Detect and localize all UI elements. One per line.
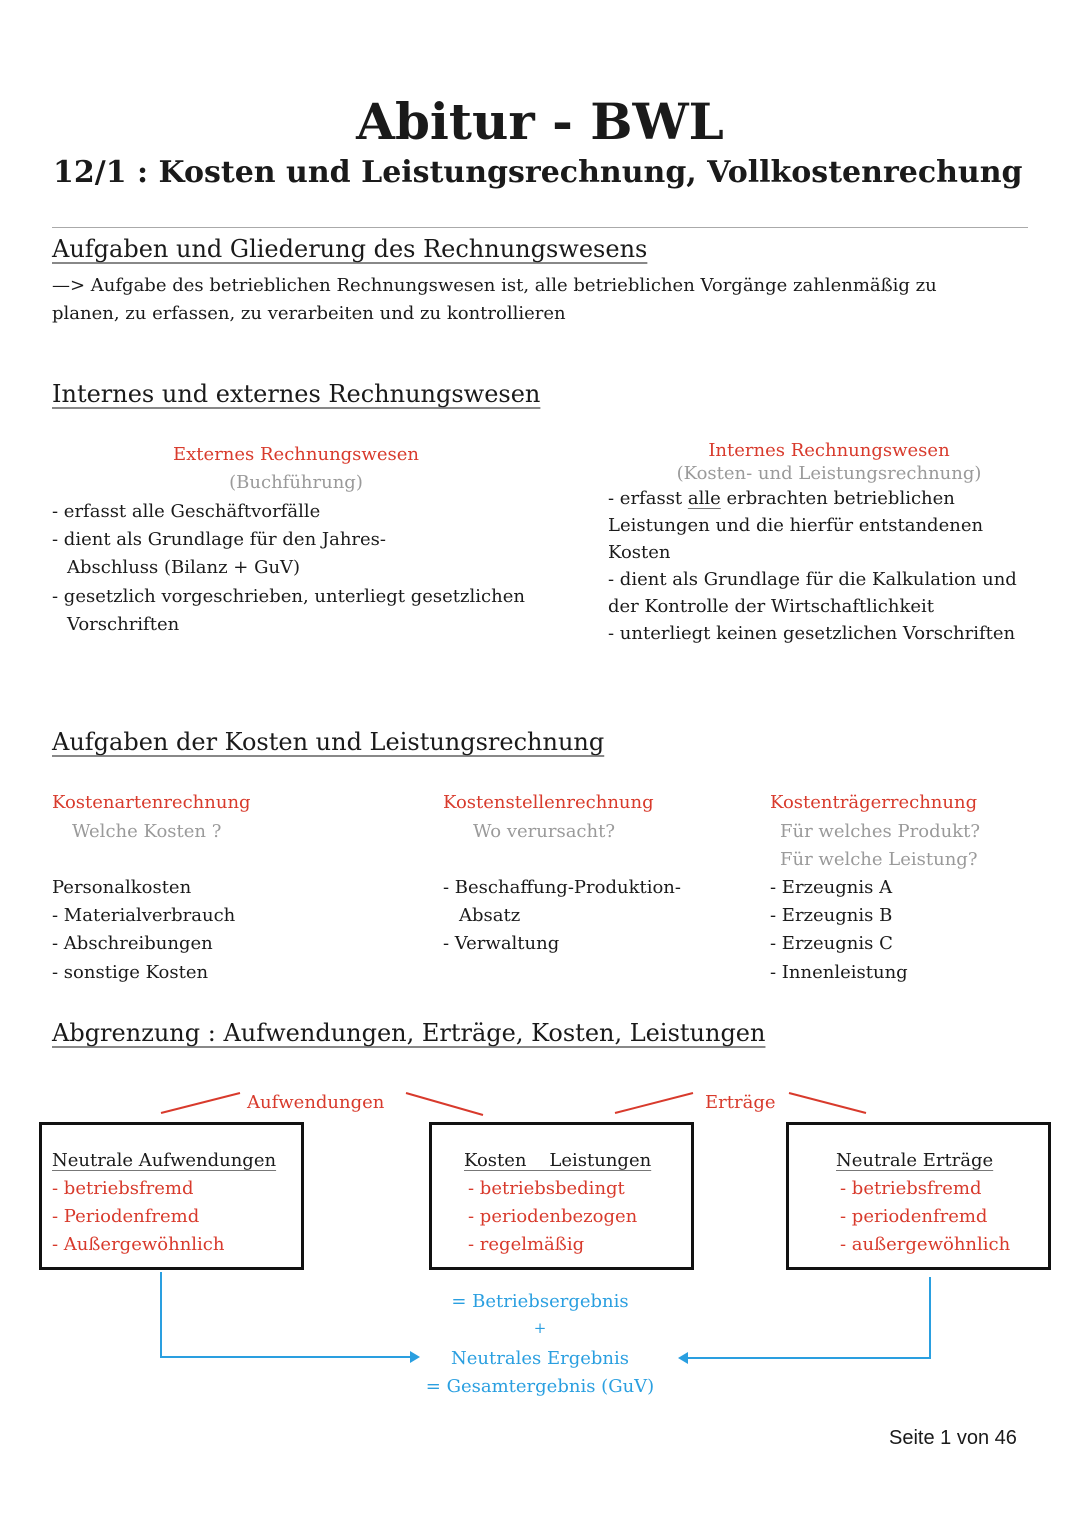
column-question: Welche Kosten ?: [72, 821, 222, 842]
box-item: - regelmäßig: [468, 1234, 585, 1255]
result-line: Neutrales Ergebnis: [451, 1348, 629, 1369]
text-line: - dient als Grundlage für die Kalkulation und: [608, 569, 1017, 590]
text-line: Leistungen und die hierfür entstandenen: [608, 515, 984, 536]
internal-title: Internes Rechnungswesen: [708, 440, 950, 461]
section-heading: Aufgaben und Gliederung des Rechnungswesens: [52, 235, 648, 263]
text-line: - unterliegt keinen gesetzlichen Vorschriften: [608, 623, 1016, 644]
list-item: - Verwaltung: [443, 933, 560, 954]
box-item: - Periodenfremd: [52, 1206, 200, 1227]
internal-subtitle: (Kosten- und Leistungsrechnung): [676, 463, 982, 484]
list-item: - Erzeugnis C: [770, 933, 893, 954]
result-line: = Betriebsergebnis: [451, 1291, 629, 1312]
page-number: Seite 1 von 46: [889, 1427, 1017, 1449]
list-item: - Innenleistung: [770, 962, 908, 983]
arrow-right: [688, 1277, 930, 1358]
text: erbrachten betrieblichen: [720, 488, 955, 509]
text-line: planen, zu erfassen, zu verarbeiten und zu kontrollieren: [52, 303, 566, 324]
text-line: der Kontrolle der Wirtschaftlichkeit: [608, 596, 935, 617]
text-line: Kosten: [608, 542, 671, 563]
list-item: Absatz: [459, 905, 521, 926]
red-line: [406, 1093, 483, 1115]
result-line: +: [533, 1319, 547, 1337]
box-title: Neutrale Erträge: [836, 1150, 994, 1171]
column-title: Kostenträgerrechnung: [770, 792, 978, 813]
column-title: Kostenartenrechnung: [52, 792, 251, 813]
text-line: Vorschriften: [67, 614, 180, 635]
red-line: [161, 1093, 240, 1113]
list-item: - Materialverbrauch: [52, 905, 236, 926]
text-line: - gesetzlich vorgeschrieben, unterliegt gesetzlichen: [52, 586, 525, 607]
text-line: Abschluss (Bilanz + GuV): [67, 557, 301, 578]
box-item: - außergewöhnlich: [840, 1234, 1011, 1255]
box-item: - betriebsbedingt: [468, 1178, 625, 1199]
box-item: - betriebsfremd: [840, 1178, 982, 1199]
box-item: - betriebsfremd: [52, 1178, 194, 1199]
column-question: Für welches Produkt?: [780, 821, 980, 842]
box-item: - periodenbezogen: [468, 1206, 638, 1227]
text: - erfasst: [608, 488, 688, 509]
page-title: Abitur - BWL: [356, 92, 724, 151]
list-item: - Erzeugnis B: [770, 905, 893, 926]
box-kosten-leistungen: [429, 1122, 694, 1270]
list-item: - Erzeugnis A: [770, 877, 893, 898]
arrow-left: [161, 1272, 412, 1357]
aufwendungen-label: Aufwendungen: [247, 1092, 385, 1113]
text-line: - dient als Grundlage für den Jahres-: [52, 529, 386, 550]
ertraege-label: Erträge: [705, 1092, 776, 1113]
list-item: - sonstige Kosten: [52, 962, 209, 983]
text-line: - erfasst alle Geschäftvorfälle: [52, 501, 321, 522]
box-title: Kosten Leistungen: [464, 1150, 652, 1171]
box-title: Neutrale Aufwendungen: [52, 1150, 277, 1171]
page-subtitle: 12/1 : Kosten und Leistungsrechnung, Vollkostenrechung: [53, 155, 1023, 190]
box-neutrale-ertraege: [786, 1122, 1051, 1270]
list-item: - Abschreibungen: [52, 933, 213, 954]
list-item: - Beschaffung-Produktion-: [443, 877, 681, 898]
section-heading: Internes und externes Rechnungswesen: [52, 380, 541, 408]
underlined-text: alle: [687, 488, 721, 509]
section-heading: Aufgaben der Kosten und Leistungsrechnung: [52, 728, 605, 756]
box-item: - Außergewöhnlich: [52, 1234, 225, 1255]
red-line: [615, 1093, 693, 1113]
result-line: = Gesamtergebnis (GuV): [425, 1376, 655, 1397]
box-neutrale-aufwendungen: [39, 1122, 304, 1270]
red-line: [789, 1093, 866, 1113]
box-item: - periodenfremd: [840, 1206, 988, 1227]
text-line: —> Aufgabe des betrieblichen Rechnungswesen ist, alle betrieblichen Vorgänge zahlenmäßig zu: [52, 275, 937, 296]
section-heading: Abgrenzung : Aufwendungen, Erträge, Kosten, Leistungen: [52, 1019, 766, 1047]
external-subtitle: (Buchführung): [229, 472, 363, 493]
column-question: Wo verursacht?: [473, 821, 615, 842]
list-item: Personalkosten: [52, 877, 192, 898]
column-title: Kostenstellenrechnung: [443, 792, 654, 813]
external-title: Externes Rechnungswesen: [173, 444, 419, 465]
column-question: Für welche Leistung?: [780, 849, 978, 870]
